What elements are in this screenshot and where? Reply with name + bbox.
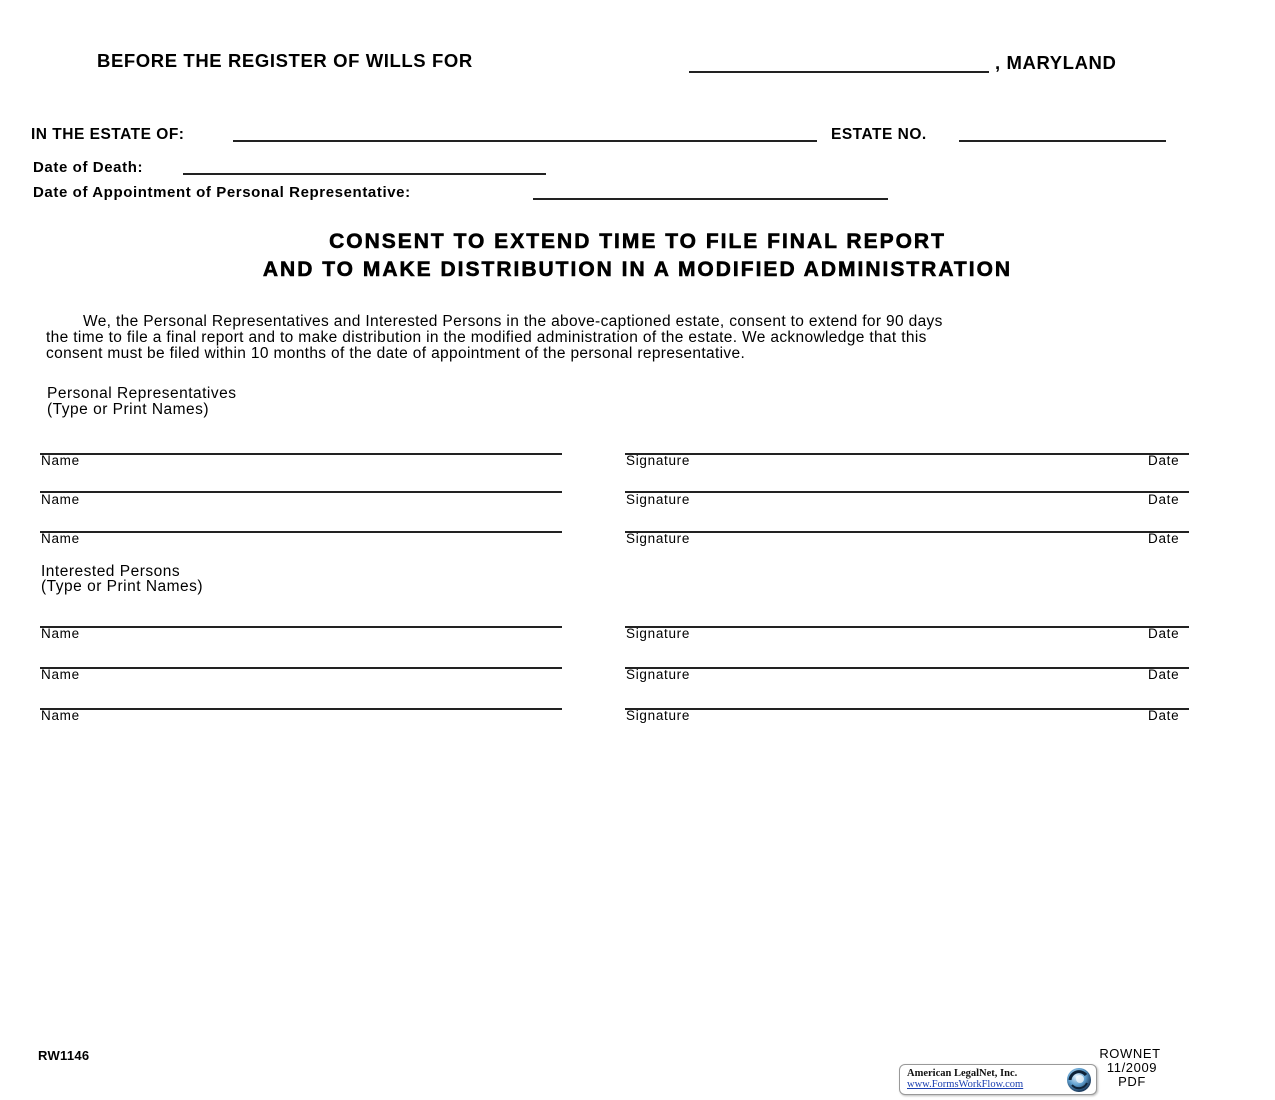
pr-date-label-1: Date bbox=[1148, 453, 1180, 468]
pr-signature-label-3: Signature bbox=[626, 531, 691, 546]
ip-name-line-2[interactable] bbox=[40, 667, 562, 669]
logo-url-link[interactable]: www.FormsWorkFlow.com bbox=[907, 1079, 1024, 1090]
ip-signature-label-1: Signature bbox=[626, 626, 691, 641]
pr-signature-line-3[interactable] bbox=[625, 531, 1189, 533]
county-field[interactable] bbox=[689, 71, 989, 73]
estate-no-field[interactable] bbox=[959, 140, 1166, 142]
ip-signature-label-3: Signature bbox=[626, 708, 691, 723]
ip-name-line-3[interactable] bbox=[40, 708, 562, 710]
pr-signature-label-1: Signature bbox=[626, 453, 691, 468]
ip-signature-label-2: Signature bbox=[626, 667, 691, 682]
footer-format: PDF bbox=[1118, 1074, 1146, 1089]
ip-signature-line-3[interactable] bbox=[625, 708, 1189, 710]
pr-signature-line-2[interactable] bbox=[625, 491, 1189, 493]
personal-representatives-subheading: (Type or Print Names) bbox=[47, 401, 210, 418]
date-of-death-field[interactable] bbox=[183, 173, 546, 175]
interested-persons-subheading: (Type or Print Names) bbox=[41, 578, 204, 595]
ip-name-label-2: Name bbox=[41, 667, 80, 682]
date-of-appointment-field[interactable] bbox=[533, 198, 888, 200]
pr-name-line-2[interactable] bbox=[40, 491, 562, 493]
document-title-line-1: CONSENT TO EXTEND TIME TO FILE FINAL REPORT bbox=[329, 230, 946, 253]
pr-signature-label-2: Signature bbox=[626, 492, 691, 507]
consent-text-line-3: consent must be filed within 10 months of the date of appointment of the personal representative. bbox=[46, 345, 746, 362]
logo-company-name: American LegalNet, Inc. bbox=[907, 1068, 1018, 1079]
pr-name-line-1[interactable] bbox=[40, 453, 562, 455]
date-of-death-label: Date of Death: bbox=[33, 159, 144, 176]
pr-date-label-3: Date bbox=[1148, 531, 1180, 546]
ip-date-label-3: Date bbox=[1148, 708, 1180, 723]
ip-signature-line-1[interactable] bbox=[625, 626, 1189, 628]
ip-date-label-1: Date bbox=[1148, 626, 1180, 641]
pr-name-line-3[interactable] bbox=[40, 531, 562, 533]
globe-icon bbox=[1066, 1067, 1092, 1093]
ip-signature-line-2[interactable] bbox=[625, 667, 1189, 669]
pr-name-label-1: Name bbox=[41, 453, 80, 468]
estate-no-label: ESTATE NO. bbox=[831, 126, 927, 143]
footer-source: ROWNET bbox=[1099, 1046, 1161, 1061]
ip-date-label-2: Date bbox=[1148, 667, 1180, 682]
personal-representatives-heading: Personal Representatives bbox=[47, 385, 237, 402]
estate-of-field[interactable] bbox=[233, 140, 817, 142]
document-title-line-2: AND TO MAKE DISTRIBUTION IN A MODIFIED ADMINISTRATION bbox=[262, 258, 1013, 281]
pr-name-label-2: Name bbox=[41, 492, 80, 507]
pr-name-label-3: Name bbox=[41, 531, 80, 546]
footer-revision: 11/2009 bbox=[1106, 1060, 1158, 1075]
form-code: RW1146 bbox=[38, 1048, 90, 1063]
pr-signature-line-1[interactable] bbox=[625, 453, 1189, 455]
interested-persons-heading: Interested Persons bbox=[41, 563, 181, 580]
date-of-appointment-label: Date of Appointment of Personal Representative: bbox=[33, 184, 411, 201]
american-legalnet-logo[interactable] bbox=[899, 1064, 1097, 1095]
consent-text-line-1: We, the Personal Representatives and Interested Persons in the above-captioned estate, consent to extend for 90 days bbox=[83, 313, 943, 330]
register-of-wills-heading: BEFORE THE REGISTER OF WILLS FOR bbox=[97, 50, 473, 71]
consent-text-line-2: the time to file a final report and to make distribution in the modified administration of the estate. We acknowledge that this bbox=[46, 329, 927, 346]
estate-of-label: IN THE ESTATE OF: bbox=[31, 126, 185, 143]
ip-name-line-1[interactable] bbox=[40, 626, 562, 628]
ip-name-label-1: Name bbox=[41, 626, 80, 641]
pr-date-label-2: Date bbox=[1148, 492, 1180, 507]
maryland-label: , MARYLAND bbox=[995, 52, 1117, 73]
ip-name-label-3: Name bbox=[41, 708, 80, 723]
